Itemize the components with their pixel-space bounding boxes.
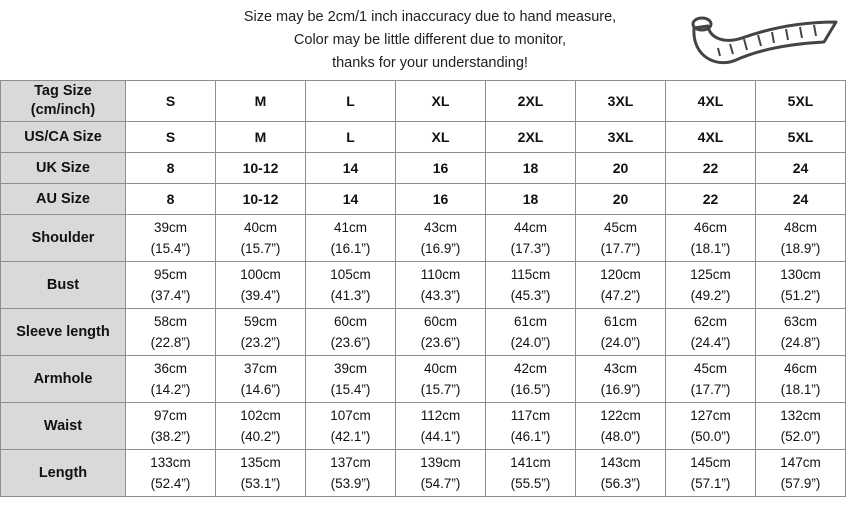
inch-value: (37.4”) (150, 288, 191, 303)
measurement-cell (486, 403, 576, 450)
cm-value: 139cm (420, 455, 461, 470)
size-cell: 10-12 (216, 153, 306, 184)
measurement-cell (396, 262, 486, 309)
cm-value: 46cm (693, 220, 727, 235)
size-cell: 8 (126, 153, 216, 184)
cm-value: 61cm (603, 314, 637, 329)
inch-value: (43.3”) (420, 288, 461, 303)
cm-value: 42cm (513, 361, 547, 376)
size-cell: 22 (666, 153, 756, 184)
size-cell: XL (396, 81, 486, 122)
inch-value: (24.8”) (780, 335, 821, 350)
cm-value: 41cm (333, 220, 367, 235)
cm-value: 60cm (333, 314, 367, 329)
cm-value: 40cm (423, 361, 457, 376)
size-row (1, 122, 846, 153)
measurement-cell (306, 262, 396, 309)
inch-value: (39.4”) (240, 288, 281, 303)
row-header: Shoulder (1, 215, 126, 262)
size-cell: M (216, 81, 306, 122)
cm-value: 62cm (693, 314, 727, 329)
measurement-cell (576, 403, 666, 450)
measurement-cell (756, 309, 846, 356)
measurement-cell (216, 309, 306, 356)
measurement-cell (576, 262, 666, 309)
cm-value: 141cm (510, 455, 551, 470)
row-header: Tag Size (cm/inch) (1, 81, 126, 122)
size-cell: 5XL (756, 122, 846, 153)
inch-value: (53.9”) (330, 476, 371, 491)
size-cell: 3XL (576, 81, 666, 122)
inch-value: (16.5”) (510, 382, 551, 397)
measurement-cell (576, 309, 666, 356)
cm-value: 110cm (420, 267, 461, 282)
size-cell: 5XL (756, 81, 846, 122)
inch-value: (51.2”) (780, 288, 821, 303)
cm-value: 95cm (153, 267, 187, 282)
size-cell: 18 (486, 184, 576, 215)
inch-value: (50.0”) (690, 429, 731, 444)
cm-value: 37cm (243, 361, 277, 376)
size-cell: 16 (396, 153, 486, 184)
measurement-cell (306, 309, 396, 356)
size-cell: 4XL (666, 81, 756, 122)
inch-value: (46.1”) (510, 429, 551, 444)
inch-value: (17.3”) (510, 241, 551, 256)
measurement-cell (756, 356, 846, 403)
size-cell: 2XL (486, 81, 576, 122)
measurement-cell (216, 356, 306, 403)
cm-value: 135cm (240, 455, 281, 470)
cm-value: 61cm (513, 314, 547, 329)
cm-value: 122cm (600, 408, 641, 423)
inch-value: (49.2”) (690, 288, 731, 303)
inch-value: (18.1”) (690, 241, 731, 256)
size-cell: XL (396, 122, 486, 153)
measurement-cell (126, 450, 216, 497)
inch-value: (24.0”) (510, 335, 551, 350)
cm-value: 63cm (783, 314, 817, 329)
cm-value: 44cm (513, 220, 547, 235)
inch-value: (40.2”) (240, 429, 281, 444)
inch-value: (55.5”) (510, 476, 551, 491)
cm-value: 112cm (420, 408, 461, 423)
cm-value: 45cm (693, 361, 727, 376)
inch-value: (24.0”) (600, 335, 641, 350)
measurement-cell (576, 215, 666, 262)
measurement-cell (306, 450, 396, 497)
tape-measure-icon (684, 8, 844, 74)
size-cell: M (216, 122, 306, 153)
measurement-cell (576, 356, 666, 403)
inch-value: (23.6”) (330, 335, 371, 350)
cm-value: 130cm (780, 267, 821, 282)
inch-value: (15.4”) (150, 241, 191, 256)
size-cell: 18 (486, 153, 576, 184)
inch-value: (14.6”) (240, 382, 281, 397)
size-chart-table (0, 80, 846, 497)
cm-value: 100cm (240, 267, 281, 282)
inch-value: (16.1”) (330, 241, 371, 256)
inch-value: (18.9”) (780, 241, 821, 256)
row-header: AU Size (1, 184, 126, 215)
cm-value: 40cm (243, 220, 277, 235)
measurement-cell (216, 215, 306, 262)
row-header: US/CA Size (1, 122, 126, 153)
inch-value: (52.4”) (150, 476, 191, 491)
size-cell: 22 (666, 184, 756, 215)
inch-value: (15.7”) (420, 382, 461, 397)
measurement-cell (216, 262, 306, 309)
measurement-cell (756, 403, 846, 450)
measurement-row (1, 403, 846, 450)
measurement-cell (486, 262, 576, 309)
measurement-row (1, 450, 846, 497)
inch-value: (54.7”) (420, 476, 461, 491)
measurement-cell (216, 403, 306, 450)
measurement-row (1, 356, 846, 403)
inch-value: (15.7”) (240, 241, 281, 256)
size-cell: 14 (306, 184, 396, 215)
measurement-cell (306, 215, 396, 262)
inch-value: (48.0”) (600, 429, 641, 444)
inch-value: (22.8”) (150, 335, 191, 350)
inch-value: (17.7”) (690, 382, 731, 397)
row-header: Length (1, 450, 126, 497)
size-cell: 16 (396, 184, 486, 215)
measurement-cell (486, 309, 576, 356)
measurement-cell (486, 215, 576, 262)
row-header: Sleeve length (1, 309, 126, 356)
size-chart-header (0, 0, 854, 80)
measurement-cell (396, 403, 486, 450)
measurement-cell (306, 403, 396, 450)
cm-value: 46cm (783, 361, 817, 376)
measurement-cell (756, 215, 846, 262)
cm-value: 60cm (423, 314, 457, 329)
size-cell: S (126, 122, 216, 153)
notice-line-3: thanks for your understanding! (332, 55, 528, 71)
size-cell: 24 (756, 184, 846, 215)
row-header: Bust (1, 262, 126, 309)
size-cell: L (306, 122, 396, 153)
cm-value: 133cm (150, 455, 191, 470)
measurement-cell (756, 450, 846, 497)
measurement-cell (396, 309, 486, 356)
measurement-row (1, 262, 846, 309)
inch-value: (24.4”) (690, 335, 731, 350)
measurement-cell (666, 450, 756, 497)
measurement-row (1, 215, 846, 262)
inch-value: (52.0”) (780, 429, 821, 444)
inch-value: (45.3”) (510, 288, 551, 303)
measurement-cell (126, 309, 216, 356)
cm-value: 58cm (153, 314, 187, 329)
size-cell: 24 (756, 153, 846, 184)
size-row (1, 184, 846, 215)
inch-value: (16.9”) (600, 382, 641, 397)
inch-value: (44.1”) (420, 429, 461, 444)
size-cell: 20 (576, 184, 666, 215)
inch-value: (42.1”) (330, 429, 371, 444)
inch-value: (56.3”) (600, 476, 641, 491)
inch-value: (41.3”) (330, 288, 371, 303)
notice-line-1: Size may be 2cm/1 inch inaccuracy due to hand measure, (243, 9, 617, 25)
measurement-cell (756, 262, 846, 309)
inch-value: (15.4”) (330, 382, 371, 397)
measurement-cell (396, 356, 486, 403)
size-cell: 4XL (666, 122, 756, 153)
row-header: Waist (1, 403, 126, 450)
size-row (1, 81, 846, 122)
measurement-cell (126, 356, 216, 403)
measurement-cell (306, 356, 396, 403)
size-cell: 14 (306, 153, 396, 184)
cm-value: 115cm (510, 267, 551, 282)
cm-value: 105cm (330, 267, 371, 282)
cm-value: 137cm (330, 455, 371, 470)
measurement-cell (666, 403, 756, 450)
inch-value: (16.9”) (420, 241, 461, 256)
inch-value: (47.2”) (600, 288, 641, 303)
measurement-cell (126, 262, 216, 309)
inch-value: (38.2”) (150, 429, 191, 444)
cm-value: 143cm (600, 455, 641, 470)
measurement-cell (666, 309, 756, 356)
size-cell: 20 (576, 153, 666, 184)
size-cell: 2XL (486, 122, 576, 153)
measurement-row (1, 309, 846, 356)
cm-value: 97cm (153, 408, 187, 423)
row-header: UK Size (1, 153, 126, 184)
cm-value: 36cm (153, 361, 187, 376)
disclaimer-notice (160, 6, 700, 75)
size-row (1, 153, 846, 184)
measurement-cell (666, 215, 756, 262)
cm-value: 43cm (603, 361, 637, 376)
size-cell: L (306, 81, 396, 122)
cm-value: 43cm (423, 220, 457, 235)
cm-value: 107cm (330, 408, 371, 423)
cm-value: 45cm (603, 220, 637, 235)
measurement-cell (666, 356, 756, 403)
cm-value: 48cm (783, 220, 817, 235)
measurement-cell (216, 450, 306, 497)
inch-value: (17.7”) (600, 241, 641, 256)
cm-value: 39cm (153, 220, 187, 235)
measurement-cell (486, 450, 576, 497)
measurement-cell (396, 215, 486, 262)
cm-value: 132cm (780, 408, 821, 423)
inch-value: (18.1”) (780, 382, 821, 397)
measurement-cell (126, 215, 216, 262)
cm-value: 125cm (690, 267, 731, 282)
size-cell: 8 (126, 184, 216, 215)
inch-value: (53.1”) (240, 476, 281, 491)
inch-value: (23.2”) (240, 335, 281, 350)
row-header: Armhole (1, 356, 126, 403)
cm-value: 117cm (510, 408, 551, 423)
inch-value: (14.2”) (150, 382, 191, 397)
cm-value: 102cm (240, 408, 281, 423)
inch-value: (23.6”) (420, 335, 461, 350)
measurement-cell (576, 450, 666, 497)
cm-value: 120cm (600, 267, 641, 282)
cm-value: 59cm (243, 314, 277, 329)
cm-value: 145cm (690, 455, 731, 470)
inch-value: (57.1”) (690, 476, 731, 491)
size-cell: 3XL (576, 122, 666, 153)
cm-value: 39cm (333, 361, 367, 376)
measurement-cell (126, 403, 216, 450)
measurement-cell (396, 450, 486, 497)
notice-line-2: Color may be little different due to monitor, (293, 32, 567, 48)
measurement-cell (486, 356, 576, 403)
size-cell: 10-12 (216, 184, 306, 215)
size-cell: S (126, 81, 216, 122)
cm-value: 127cm (690, 408, 731, 423)
cm-value: 147cm (780, 455, 821, 470)
measurement-cell (666, 262, 756, 309)
inch-value: (57.9”) (780, 476, 821, 491)
